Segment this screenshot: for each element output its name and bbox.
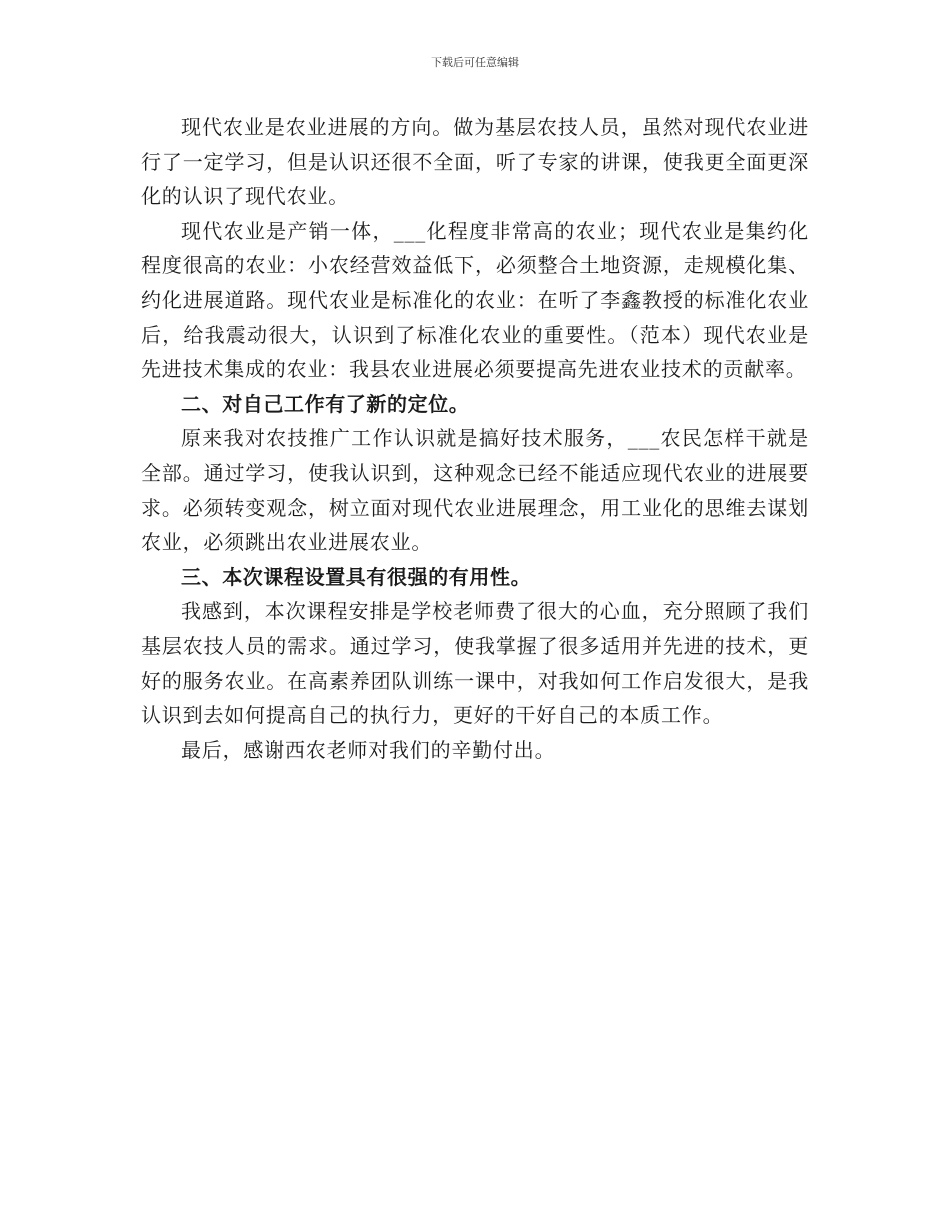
paragraph-modern-agriculture: 现代农业是产销一体，___化程度非常高的农业；现代农业是集约化程度很高的农业：小农经营效益低下，必须整合土地资源，走规模化集、约化进展道路。现代农业是标准化的农业：在听了李鑫教授的标准化农业后，给我震动很大，认识到了标准化农业的重要性。（范本）现代农业是先进技术集成的农业：我县农业进展必须要提高先进农业技术的贡献率。	[141, 218, 809, 382]
page-header-note: 下载后可任意编辑	[431, 56, 519, 69]
paragraph-course-usefulness: 我感到，本次课程安排是学校老师费了很大的心血，充分照顾了我们基层农技人员的需求。通过学习，使我掌握了很多适用并先进的技术，更好的服务农业。在高素养团队训练一课中，对我如何工作启发很大，是我认识到去如何提高自己的执行力，更好的干好自己的本质工作。	[141, 599, 809, 728]
paragraph-intro: 现代农业是农业进展的方向。做为基层农技人员，虽然对现代农业进行了一定学习，但是认识还很不全面，听了专家的讲课，使我更全面更深化的认识了现代农业。	[141, 115, 809, 209]
document-body	[141, 110, 809, 767]
section-heading-2: 二、对自己工作有了新的定位。	[181, 391, 470, 416]
section-heading-3: 三、本次课程设置具有很强的有用性。	[181, 564, 532, 589]
paragraph-closing: 最后，感谢西农老师对我们的辛勤付出。	[181, 737, 556, 762]
paragraph-work-positioning: 原来我对农技推广工作认识就是搞好技术服务，___农民怎样干就是全部。通过学习，使我认识到，这种观念已经不能适应现代农业的进展要求。必须转变观念，树立面对现代农业进展理念，用工业化的思维去谋划农业，必须跳出农业进展农业。	[141, 426, 809, 555]
